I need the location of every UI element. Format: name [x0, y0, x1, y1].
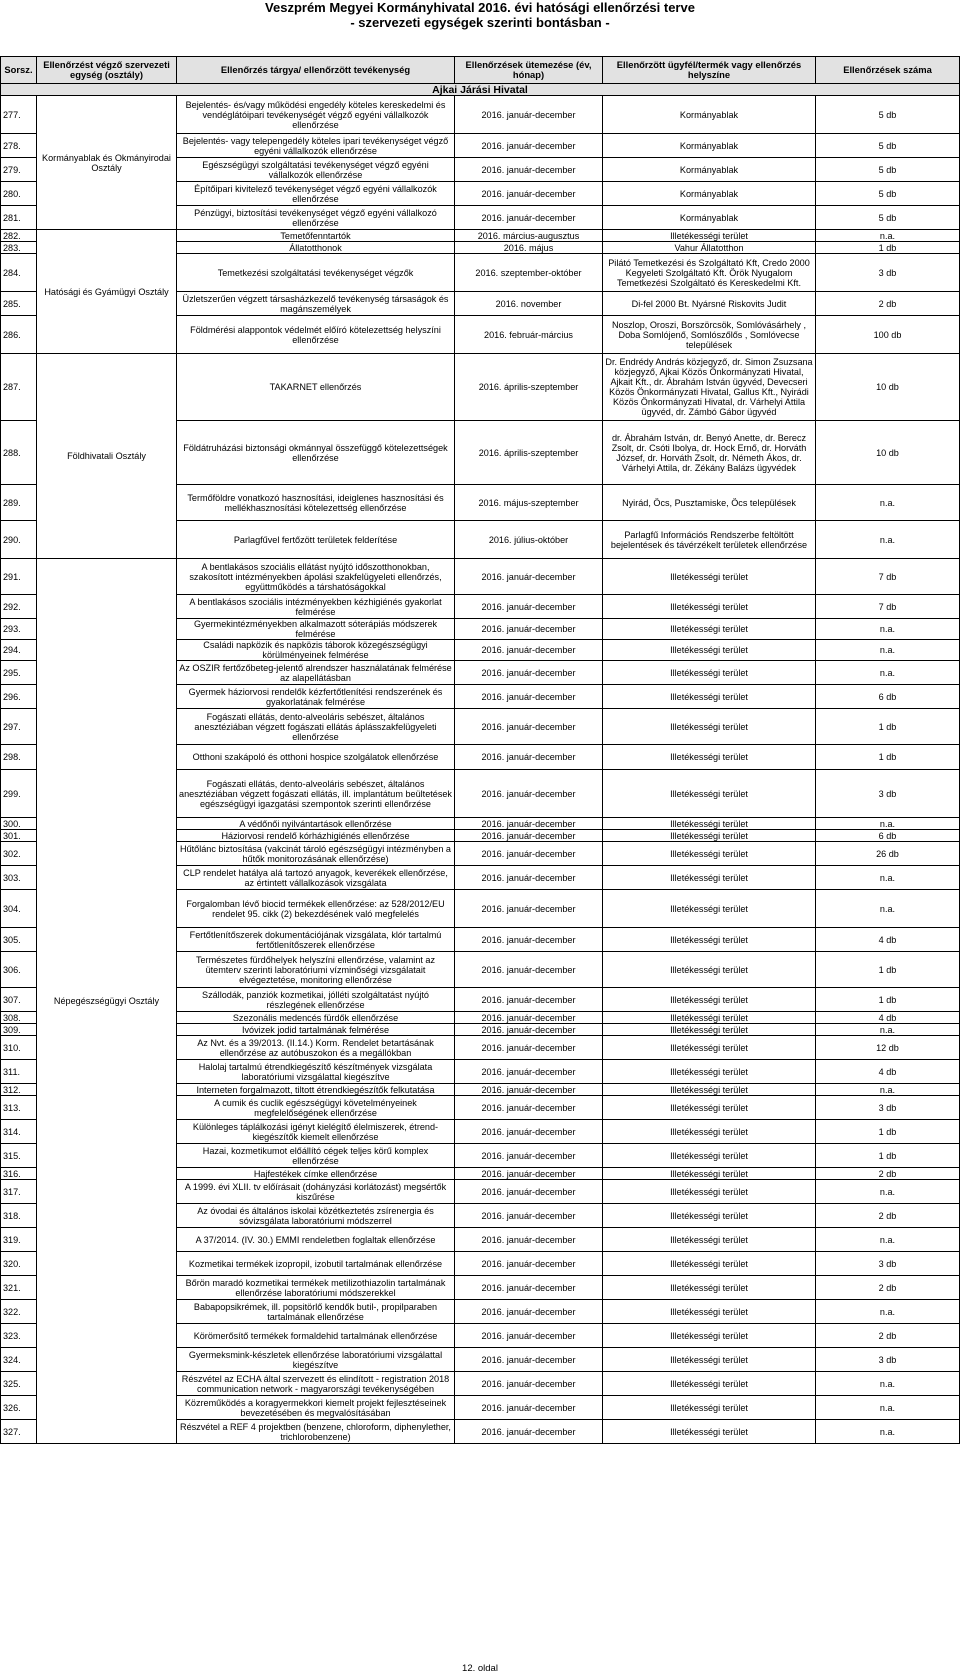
schedule: 2016. április-szeptember: [455, 354, 603, 421]
inspection-count: 10 db: [816, 421, 960, 485]
column-header: Ellenőrzés tárgya/ ellenőrzött tevékenység: [177, 57, 455, 84]
inspection-subject: Különleges táplálkozási igényt kielégítő élelmiszerek, étrend-kiegészítők kiemelt ellenőrzése: [177, 1120, 455, 1144]
inspection-subject: Az OSZIR fertőzőbeteg-jelentő alrendszer használatának felmérése az alapellátásban: [177, 661, 455, 685]
inspected-client: Illetékességi terület: [603, 685, 816, 709]
row-number: 282.: [1, 230, 37, 242]
row-number: 319.: [1, 1228, 37, 1252]
schedule: 2016. január-december: [455, 640, 603, 661]
row-number: 296.: [1, 685, 37, 709]
inspection-subject: Közreműködés a koragyermekkori kiemelt projekt fejlesztéseinek bevezetésében és megvalósításában: [177, 1396, 455, 1420]
inspection-subject: Hajfestékek címke ellenőrzése: [177, 1168, 455, 1180]
inspection-count: n.a.: [816, 890, 960, 928]
inspection-subject: Parlagfűvel fertőzött területek felderítése: [177, 521, 455, 559]
schedule: 2016. január-december: [455, 1096, 603, 1120]
inspected-client: Illetékességi terület: [603, 830, 816, 842]
inspection-count: 7 db: [816, 595, 960, 619]
schedule: 2016. január-december: [455, 685, 603, 709]
inspected-client: Kormányablak: [603, 158, 816, 182]
row-number: 281.: [1, 206, 37, 230]
row-number: 305.: [1, 928, 37, 952]
inspection-subject: TAKARNET ellenőrzés: [177, 354, 455, 421]
row-number: 279.: [1, 158, 37, 182]
inspection-subject: Szezonális medencés fürdők ellenőrzése: [177, 1012, 455, 1024]
inspection-count: 5 db: [816, 96, 960, 134]
schedule: 2016. január-december: [455, 1060, 603, 1084]
schedule: 2016. január-december: [455, 928, 603, 952]
row-number: 314.: [1, 1120, 37, 1144]
schedule: 2016. január-december: [455, 619, 603, 640]
inspection-subject: Otthoni szakápoló és otthoni hospice szolgálatok ellenőrzése: [177, 745, 455, 770]
inspection-subject: Az óvodai és általános iskolai közétkeztetés zsírenergia és sóvizsgálata laboratóriumi módszerrel: [177, 1204, 455, 1228]
row-number: 285.: [1, 292, 37, 316]
schedule: 2016. január-december: [455, 1372, 603, 1396]
row-number: 310.: [1, 1036, 37, 1060]
row-number: 303.: [1, 866, 37, 890]
inspected-client: Di-fel 2000 Bt. Nyársné Riskovits Judit: [603, 292, 816, 316]
inspection-subject: Hűtőlánc biztosítása (vakcinát tároló egészségügyi intézményben a hűtők monitorozásának ellenőrzése): [177, 842, 455, 866]
inspected-client: Illetékességi terület: [603, 1276, 816, 1300]
schedule: 2016. március-augusztus: [455, 230, 603, 242]
inspection-subject: Fogászati ellátás, dento-alveoláris sebészet, általános anesztéziában végzett fogászati ellátás áplásszakfelügyeleti ellenőrzése: [177, 709, 455, 745]
page-number: 12. oldal: [462, 1663, 498, 1674]
schedule: 2016. január-december: [455, 1084, 603, 1096]
inspected-client: Illetékességi terület: [603, 709, 816, 745]
inspection-count: 2 db: [816, 1168, 960, 1180]
row-number: 291.: [1, 559, 37, 595]
row-number: 325.: [1, 1372, 37, 1396]
inspection-subject: Családi napközik és napközis táborok közegészségügyi körülményeinek felmérése: [177, 640, 455, 661]
document-subtitle: - szervezeti egységek szerinti bontásban -: [350, 15, 610, 30]
unit-cell: Kormányablak és Okmányirodai Osztály: [37, 96, 177, 230]
inspected-client: Illetékességi terület: [603, 1372, 816, 1396]
inspection-subject: Forgalomban lévő biocid termékek ellenőrzése: az 528/2012/EU rendelet 95. cikk (2) bekezdésének való megfelelés: [177, 890, 455, 928]
inspected-client: Illetékességi terület: [603, 988, 816, 1012]
row-number: 294.: [1, 640, 37, 661]
inspected-client: Parlagfű Információs Rendszerbe feltöltött bejelentések és távérzékelt területek ellenőrzése: [603, 521, 816, 559]
inspected-client: Illetékességi terület: [603, 1120, 816, 1144]
inspected-client: Illetékességi terület: [603, 1036, 816, 1060]
table-body: [1, 84, 960, 1444]
inspection-count: 3 db: [816, 1348, 960, 1372]
inspected-client: Pilátó Temetkezési és Szolgáltató Kft, Credo 2000 Kegyeleti Szolgáltató Kft. Örök Nyugalom Temetkezési Szolgáltató és Kereskedelmi Kft.: [603, 254, 816, 292]
document-title: Veszprém Megyei Kormányhivatal 2016. évi hatósági ellenőrzési terve: [265, 0, 695, 15]
row-number: 317.: [1, 1180, 37, 1204]
schedule: 2016. január-december: [455, 158, 603, 182]
inspection-subject: Építőipari kivitelező tevékenységet végző egyéni vállalkozók ellenőrzése: [177, 182, 455, 206]
column-header: Ellenőrzések száma: [816, 57, 960, 84]
row-number: 280.: [1, 182, 37, 206]
inspected-client: Illetékességi terület: [603, 1144, 816, 1168]
inspected-client: Illetékességi terület: [603, 818, 816, 830]
inspected-client: Illetékességi terület: [603, 770, 816, 818]
inspected-client: Illetékességi terület: [603, 1324, 816, 1348]
inspected-client: Illetékességi terület: [603, 1204, 816, 1228]
schedule: 2016. január-december: [455, 595, 603, 619]
inspection-subject: Hazai, kozmetikumot előállító cégek teljes körű komplex ellenőrzése: [177, 1144, 455, 1168]
row-number: 309.: [1, 1024, 37, 1036]
schedule: 2016. január-december: [455, 1168, 603, 1180]
inspection-subject: Üzletszerűen végzett társasházkezelő tevékenység társaságok és magánszemélyek: [177, 292, 455, 316]
inspected-client: Illetékességi terület: [603, 1096, 816, 1120]
inspected-client: dr. Ábrahám István, dr. Benyó Anette, dr. Berecz Zsolt, dr. Csóti Ibolya, dr. Hock Ernő, dr. Horváth József, dr. Horváth Zsolt, dr. Németh Ákos, dr. Várhelyi Attila, dr. Zékány Balázs ügyvédek: [603, 421, 816, 485]
inspected-client: Illetékességi terület: [603, 1420, 816, 1444]
row-number: 288.: [1, 421, 37, 485]
inspection-count: 3 db: [816, 1096, 960, 1120]
row-number: 290.: [1, 521, 37, 559]
inspected-client: Vahur Állatotthon: [603, 242, 816, 254]
inspection-count: n.a.: [816, 485, 960, 521]
schedule: 2016. november: [455, 292, 603, 316]
inspection-subject: Gyermekintézményekben alkalmazott sóterápiás módszerek felmérése: [177, 619, 455, 640]
schedule: 2016. január-december: [455, 1144, 603, 1168]
inspection-count: 1 db: [816, 745, 960, 770]
row-number: 326.: [1, 1396, 37, 1420]
inspection-subject: Földmérési alappontok védelmét előíró kötelezettség helyszíni ellenőrzése: [177, 316, 455, 354]
inspected-client: Illetékességi terület: [603, 595, 816, 619]
row-number: 297.: [1, 709, 37, 745]
row-number: 318.: [1, 1204, 37, 1228]
inspection-plan-table: [0, 56, 960, 1444]
inspected-client: Illetékességi terület: [603, 230, 816, 242]
inspected-client: Illetékességi terület: [603, 1060, 816, 1084]
schedule: 2016. január-december: [455, 1024, 603, 1036]
inspection-subject: Részvétel a REF 4 projektben (benzene, chloroform, diphenylether, trichlorobenzene): [177, 1420, 455, 1444]
inspection-count: n.a.: [816, 818, 960, 830]
inspection-subject: Állatotthonok: [177, 242, 455, 254]
schedule: 2016. január-december: [455, 1120, 603, 1144]
row-number: 321.: [1, 1276, 37, 1300]
schedule: 2016. január-december: [455, 1396, 603, 1420]
inspection-count: n.a.: [816, 1084, 960, 1096]
inspected-client: Illetékességi terület: [603, 1024, 816, 1036]
inspection-count: 5 db: [816, 134, 960, 158]
schedule: 2016. január-december: [455, 770, 603, 818]
inspection-subject: Gyermeksmink-készletek ellenőrzése laboratóriumi vizsgálattal kiegészítve: [177, 1348, 455, 1372]
schedule: 2016. január-december: [455, 1180, 603, 1204]
row-number: 284.: [1, 254, 37, 292]
row-number: 300.: [1, 818, 37, 830]
inspection-count: 3 db: [816, 1252, 960, 1276]
schedule: 2016. január-december: [455, 182, 603, 206]
inspection-count: 6 db: [816, 830, 960, 842]
inspected-client: Illetékességi terület: [603, 1180, 816, 1204]
inspected-client: Noszlop, Oroszi, Borszörcsök, Somlóvásárhely , Doba Somlójenő, Somlószőlős , Somlóvecse települések: [603, 316, 816, 354]
row-number: 313.: [1, 1096, 37, 1120]
schedule: 2016. január-december: [455, 1300, 603, 1324]
row-number: 306.: [1, 952, 37, 988]
inspection-count: 5 db: [816, 158, 960, 182]
row-number: 302.: [1, 842, 37, 866]
schedule: 2016. január-december: [455, 988, 603, 1012]
inspection-count: 1 db: [816, 1144, 960, 1168]
schedule: 2016. január-december: [455, 1012, 603, 1024]
inspected-client: Kormányablak: [603, 134, 816, 158]
row-number: 283.: [1, 242, 37, 254]
inspection-count: 4 db: [816, 1060, 960, 1084]
schedule: 2016. április-szeptember: [455, 421, 603, 485]
row-number: 278.: [1, 134, 37, 158]
inspection-count: n.a.: [816, 661, 960, 685]
inspection-subject: Bejelentés- vagy telepengedély köteles ipari tevékenységet végző egyéni vállalkozók ellenőrzése: [177, 134, 455, 158]
inspection-count: 5 db: [816, 182, 960, 206]
inspection-count: 26 db: [816, 842, 960, 866]
schedule: 2016. január-december: [455, 1228, 603, 1252]
inspection-count: 12 db: [816, 1036, 960, 1060]
inspected-client: Illetékességi terület: [603, 1084, 816, 1096]
inspection-subject: Ivóvizek jodid tartalmának felmérése: [177, 1024, 455, 1036]
inspection-count: n.a.: [816, 619, 960, 640]
inspected-client: Kormányablak: [603, 206, 816, 230]
inspected-client: Kormányablak: [603, 96, 816, 134]
schedule: 2016. július-október: [455, 521, 603, 559]
schedule: 2016. január-december: [455, 745, 603, 770]
inspection-subject: Az Nvt. és a 39/2013. (II.14.) Korm. Rendelet betartásának ellenőrzése az autóbuszokon és a megállókban: [177, 1036, 455, 1060]
column-header: Ellenőrzések ütemezése (év, hónap): [455, 57, 603, 84]
row-number: 324.: [1, 1348, 37, 1372]
schedule: 2016. január-december: [455, 1276, 603, 1300]
inspection-count: 10 db: [816, 354, 960, 421]
inspection-count: 5 db: [816, 206, 960, 230]
schedule: 2016. január-december: [455, 842, 603, 866]
schedule: 2016. január-december: [455, 96, 603, 134]
table-row: [1, 354, 960, 421]
row-number: 287.: [1, 354, 37, 421]
row-number: 316.: [1, 1168, 37, 1180]
schedule: 2016. január-december: [455, 890, 603, 928]
inspection-count: 1 db: [816, 242, 960, 254]
table-row: [1, 96, 960, 134]
inspection-count: 4 db: [816, 928, 960, 952]
column-header: Ellenőrzést végző szervezeti egység (osztály): [37, 57, 177, 84]
schedule: 2016. május-szeptember: [455, 485, 603, 521]
schedule: 2016. szeptember-október: [455, 254, 603, 292]
inspection-count: 7 db: [816, 559, 960, 595]
inspection-count: n.a.: [816, 1300, 960, 1324]
inspection-count: 100 db: [816, 316, 960, 354]
inspected-client: Kormányablak: [603, 182, 816, 206]
inspection-count: 1 db: [816, 709, 960, 745]
row-number: 315.: [1, 1144, 37, 1168]
row-number: 308.: [1, 1012, 37, 1024]
inspection-count: n.a.: [816, 230, 960, 242]
inspection-count: n.a.: [816, 1180, 960, 1204]
schedule: 2016. május: [455, 242, 603, 254]
inspection-count: 3 db: [816, 254, 960, 292]
row-number: 299.: [1, 770, 37, 818]
inspected-client: Illetékességi terület: [603, 952, 816, 988]
schedule: 2016. január-december: [455, 830, 603, 842]
row-number: 301.: [1, 830, 37, 842]
inspection-count: n.a.: [816, 866, 960, 890]
inspection-count: 4 db: [816, 1012, 960, 1024]
row-number: 293.: [1, 619, 37, 640]
inspection-subject: A védőnői nyilvántartások ellenőrzése: [177, 818, 455, 830]
inspected-client: Illetékességi terület: [603, 1012, 816, 1024]
inspected-client: Illetékességi terület: [603, 640, 816, 661]
schedule: 2016. január-december: [455, 559, 603, 595]
inspected-client: Illetékességi terület: [603, 1252, 816, 1276]
inspected-client: Dr. Endrédy András közjegyző, dr. Simon Zsuzsana közjegyző, Ajkai Közös Önkormányzati Hivatal, Ajkait Kft., dr. Ábrahám István ügyvéd, Devecseri Közös Önkormányzati Hivatal, Gallus Kft., Nyirádi Közös Önkormányzati Hivatal, dr. Várhelyi Attila ügyvéd, dr. Zámbó Gábor ügyvéd: [603, 354, 816, 421]
inspection-count: 1 db: [816, 1120, 960, 1144]
inspection-count: n.a.: [816, 1024, 960, 1036]
schedule: 2016. január-december: [455, 1348, 603, 1372]
inspection-subject: Fogászati ellátás, dento-alveoláris sebészet, általános anesztéziában végzett fogászati ellátás, ill. implantátum beültetések egészségügyi igazgatási szempontok szerinti ellenőrzése: [177, 770, 455, 818]
schedule: 2016. január-december: [455, 134, 603, 158]
inspection-subject: Szállodák, panziók kozmetikai, jólléti szolgáltatást nyújtó részlegének ellenőrzése: [177, 988, 455, 1012]
column-header: Sorsz.: [1, 57, 37, 84]
inspected-client: Illetékességi terület: [603, 1300, 816, 1324]
row-number: 322.: [1, 1300, 37, 1324]
section-row: [1, 84, 960, 96]
schedule: 2016. január-december: [455, 661, 603, 685]
inspection-count: n.a.: [816, 640, 960, 661]
row-number: 307.: [1, 988, 37, 1012]
inspected-client: Illetékességi terület: [603, 661, 816, 685]
inspected-client: Nyirád, Öcs, Pusztamiske, Öcs települések: [603, 485, 816, 521]
column-header: Ellenőrzött ügyfél/termék vagy ellenőrzés helyszíne: [603, 57, 816, 84]
inspection-subject: Fertőtlenítőszerek dokumentációjának vizsgálata, klór tartalmú fertőtlenítőszerek ellenőrzése: [177, 928, 455, 952]
inspected-client: Illetékességi terület: [603, 1228, 816, 1252]
table-header-row: [1, 57, 960, 84]
inspection-subject: Földátruházási biztonsági okmánnyal összefüggő kötelezettségek ellenőrzése: [177, 421, 455, 485]
inspected-client: Illetékességi terület: [603, 928, 816, 952]
schedule: 2016. január-december: [455, 866, 603, 890]
inspection-count: n.a.: [816, 1420, 960, 1444]
inspection-subject: Körömerősítő termékek formaldehid tartalmának ellenőrzése: [177, 1324, 455, 1348]
inspection-count: 2 db: [816, 1204, 960, 1228]
schedule: 2016. január-december: [455, 206, 603, 230]
schedule: 2016. január-december: [455, 1204, 603, 1228]
unit-cell: Hatósági és Gyámügyi Osztály: [37, 230, 177, 354]
section-title: Ajkai Járási Hivatal: [1, 84, 960, 96]
inspection-subject: Babapopsikrémek, ill. popsitörlő kendők butil-, propilparaben tartalmának ellenőrzése: [177, 1300, 455, 1324]
inspection-subject: Részvétel az ECHA által szervezett és elindított - registration 2018 communication network - magyarországi tevékenységében: [177, 1372, 455, 1396]
inspected-client: Illetékességi terület: [603, 890, 816, 928]
schedule: 2016. február-március: [455, 316, 603, 354]
inspection-subject: A cumik és cuclik egészségügyi követelményeinek megfelelőségének ellenőrzése: [177, 1096, 455, 1120]
inspection-count: 3 db: [816, 770, 960, 818]
inspection-subject: Bőrön maradó kozmetikai termékek metilizothiazolin tartalmának ellenőrzése laboratóriumi módszerekkel: [177, 1276, 455, 1300]
inspection-count: n.a.: [816, 1228, 960, 1252]
inspection-subject: Gyermek háziorvosi rendelők kézfertőtlenítési rendszerének és gyakorlatának felmérése: [177, 685, 455, 709]
inspected-client: Illetékességi terület: [603, 559, 816, 595]
inspected-client: Illetékességi terület: [603, 745, 816, 770]
inspection-subject: Pénzügyi, biztosítási tevékenységet végző egyéni vállalkozó ellenőrzése: [177, 206, 455, 230]
inspection-subject: Kozmetikai termékek izopropil, izobutil tartalmának ellenőrzése: [177, 1252, 455, 1276]
schedule: 2016. január-december: [455, 1036, 603, 1060]
inspection-count: n.a.: [816, 521, 960, 559]
inspection-subject: A 1999. évi XLII. tv előírásait (dohányzási korlátozást) megsértők kiszűrése: [177, 1180, 455, 1204]
schedule: 2016. január-december: [455, 818, 603, 830]
row-number: 286.: [1, 316, 37, 354]
row-number: 323.: [1, 1324, 37, 1348]
inspected-client: Illetékességi terület: [603, 842, 816, 866]
inspected-client: Illetékességi terület: [603, 866, 816, 890]
inspection-subject: Temetőfenntartók: [177, 230, 455, 242]
row-number: 298.: [1, 745, 37, 770]
inspected-client: Illetékességi terület: [603, 1168, 816, 1180]
table-row: [1, 559, 960, 595]
schedule: 2016. január-december: [455, 709, 603, 745]
row-number: 277.: [1, 96, 37, 134]
row-number: 327.: [1, 1420, 37, 1444]
inspection-subject: Termőföldre vonatkozó hasznosítási, ideiglenes hasznosítási és mellékhasznosítási kötelezettség ellenőrzése: [177, 485, 455, 521]
inspection-count: 1 db: [816, 988, 960, 1012]
inspection-subject: Halolaj tartalmú étrendkiegészítő készítmények vizsgálata laboratóriumi vizsgálattal kiegészítve: [177, 1060, 455, 1084]
inspection-subject: Háziorvosi rendelő kórházhigiénés ellenőrzése: [177, 830, 455, 842]
row-number: 304.: [1, 890, 37, 928]
inspection-count: n.a.: [816, 1372, 960, 1396]
inspection-subject: Temetkezési szolgáltatási tevékenységet végzők: [177, 254, 455, 292]
row-number: 292.: [1, 595, 37, 619]
row-number: 320.: [1, 1252, 37, 1276]
inspection-subject: A bentlakásos szociális intézményekben kézhigiénés gyakorlat felmérése: [177, 595, 455, 619]
inspected-client: Illetékességi terület: [603, 619, 816, 640]
inspected-client: Illetékességi terület: [603, 1396, 816, 1420]
inspection-subject: A bentlakásos szociális ellátást nyújtó időszotthonokban, szakosított intézményekben ápolási szakfelügyeleti ellenőrzés, együttműködés a társhatóságokkal: [177, 559, 455, 595]
inspection-subject: CLP rendelet hatálya alá tartozó anyagok, keverékek ellenőrzése, az értintett vállalkozások vizsgálata: [177, 866, 455, 890]
schedule: 2016. január-december: [455, 952, 603, 988]
inspection-count: 6 db: [816, 685, 960, 709]
row-number: 312.: [1, 1084, 37, 1096]
inspection-count: 2 db: [816, 1276, 960, 1300]
row-number: 311.: [1, 1060, 37, 1084]
inspection-subject: A 37/2014. (IV. 30.) EMMI rendeletben foglaltak ellenőrzése: [177, 1228, 455, 1252]
inspection-subject: Bejelentés- és/vagy működési engedély köteles kereskedelmi és vendéglátóipari tevékenységét végző egyéni vállalkozók ellenőrzése: [177, 96, 455, 134]
schedule: 2016. január-december: [455, 1252, 603, 1276]
inspection-count: n.a.: [816, 1396, 960, 1420]
row-number: 295.: [1, 661, 37, 685]
inspection-subject: Interneten forgalmazott, tiltott étrendkiegészítők felkutatása: [177, 1084, 455, 1096]
inspection-subject: Természetes fürdőhelyek helyszíni ellenőrzése, valamint az ütemterv szerinti laboratóriumi vízminőségi vizsgálatait elvégeztetése, monitoring ellenőrzése: [177, 952, 455, 988]
unit-cell: Népegészségügyi Osztály: [37, 559, 177, 1444]
inspected-client: Illetékességi terület: [603, 1348, 816, 1372]
inspection-count: 2 db: [816, 292, 960, 316]
inspection-count: 2 db: [816, 1324, 960, 1348]
unit-cell: Földhivatali Osztály: [37, 354, 177, 559]
inspection-count: 1 db: [816, 952, 960, 988]
page-title: [0, 0, 960, 30]
table-row: [1, 230, 960, 242]
schedule: 2016. január-december: [455, 1420, 603, 1444]
schedule: 2016. január-december: [455, 1324, 603, 1348]
row-number: 289.: [1, 485, 37, 521]
inspection-subject: Egészségügyi szolgáltatási tevékenységet végző egyéni vállalkozók ellenőrzése: [177, 158, 455, 182]
